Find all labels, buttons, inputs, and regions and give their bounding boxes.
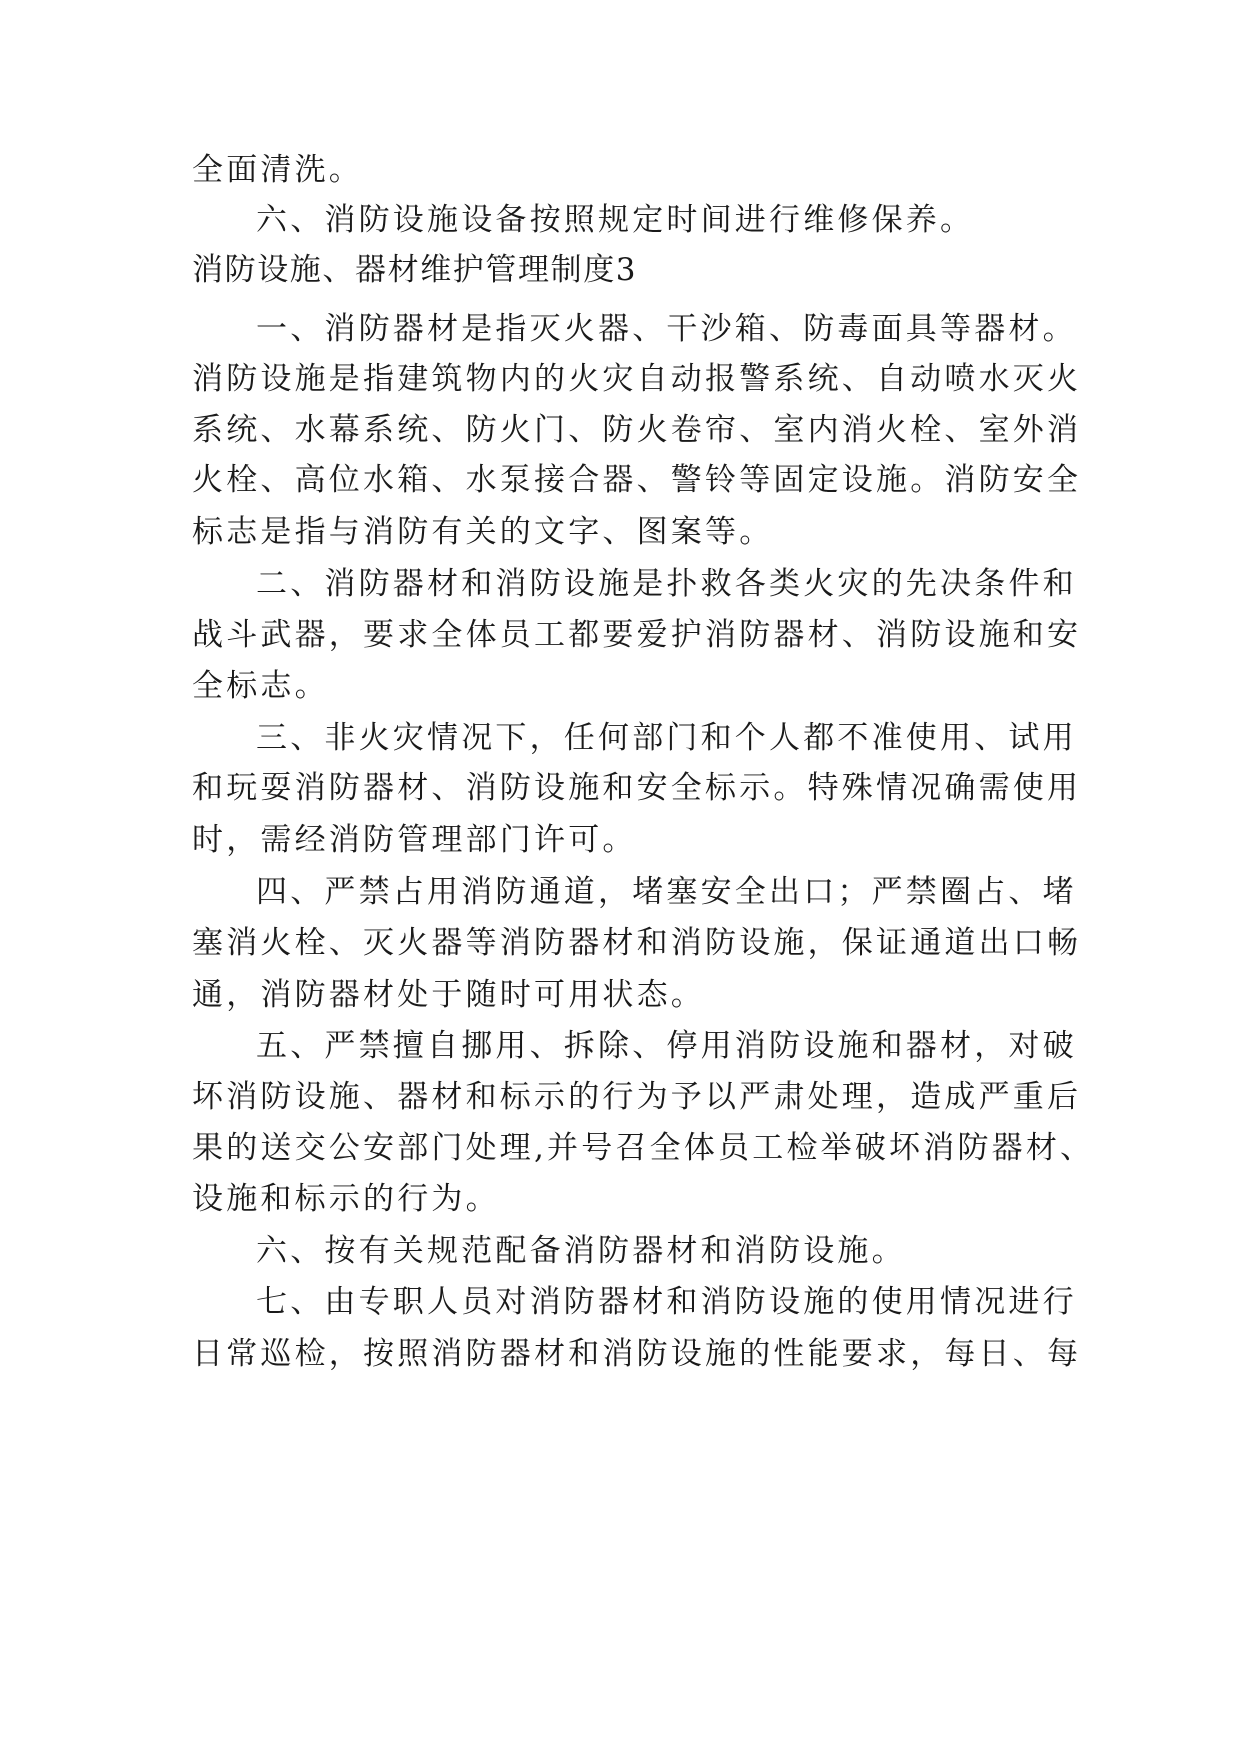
paragraph-6-line-1: 六、按有关规范配备消防器材和消防设施。 xyxy=(256,1233,906,1269)
paragraph-3-line-3: 时，需经消防管理部门许可。 xyxy=(192,822,637,858)
paragraph-2-line-3: 全标志。 xyxy=(192,668,329,704)
paragraph-1-line-2: 消防设施是指建筑物内的火灾自动报警系统、自动喷水灭火 xyxy=(192,361,1082,397)
paragraph-1-line-1: 一、消防器材是指灭火器、干沙箱、防毒面具等器材。 xyxy=(256,311,1077,347)
paragraph-2-line-2: 战斗武器，要求全体员工都要爱护消防器材、消防设施和安 xyxy=(192,617,1082,653)
paragraph-2-line-1: 二、消防器材和消防设施是扑救各类火灾的先决条件和 xyxy=(256,566,1077,602)
paragraph-7-line-1: 七、由专职人员对消防器材和消防设施的使用情况进行 xyxy=(256,1284,1077,1320)
paragraph-4-line-3: 通，消防器材处于随时可用状态。 xyxy=(192,977,705,1013)
paragraph-7-line-2: 日常巡检，按照消防器材和消防设施的性能要求，每日、每 xyxy=(192,1336,1082,1372)
paragraph-5-line-2: 坏消防设施、器材和标示的行为予以严肃处理，造成严重后 xyxy=(192,1079,1082,1115)
paragraph-5-line-4: 设施和标示的行为。 xyxy=(192,1181,500,1217)
paragraph-1-line-5: 标志是指与消防有关的文字、图案等。 xyxy=(192,514,774,550)
text-line-2: 六、消防设施设备按照规定时间进行维修保养。 xyxy=(256,202,975,238)
paragraph-4-line-1: 四、严禁占用消防通道，堵塞安全出口；严禁圈占、堵 xyxy=(256,874,1077,910)
section-heading: 消防设施、器材维护管理制度3 xyxy=(192,252,638,288)
paragraph-1-line-4: 火栓、高位水箱、水泵接合器、警铃等固定设施。消防安全 xyxy=(192,462,1082,498)
paragraph-4-line-2: 塞消火栓、灭火器等消防器材和消防设施，保证通道出口畅 xyxy=(192,925,1082,961)
paragraph-1-line-3: 系统、水幕系统、防火门、防火卷帘、室内消火栓、室外消 xyxy=(192,412,1082,448)
paragraph-3-line-2: 和玩耍消防器材、消防设施和安全标示。特殊情况确需使用 xyxy=(192,770,1082,806)
paragraph-5-line-1: 五、严禁擅自挪用、拆除、停用消防设施和器材，对破 xyxy=(256,1028,1077,1064)
paragraph-3-line-1: 三、非火灾情况下，任何部门和个人都不准使用、试用 xyxy=(256,720,1077,756)
paragraph-5-line-3: 果的送交公安部门处理,并号召全体员工检举破坏消防器材、 xyxy=(192,1130,1095,1166)
text-line-1: 全面清洗。 xyxy=(192,152,363,188)
